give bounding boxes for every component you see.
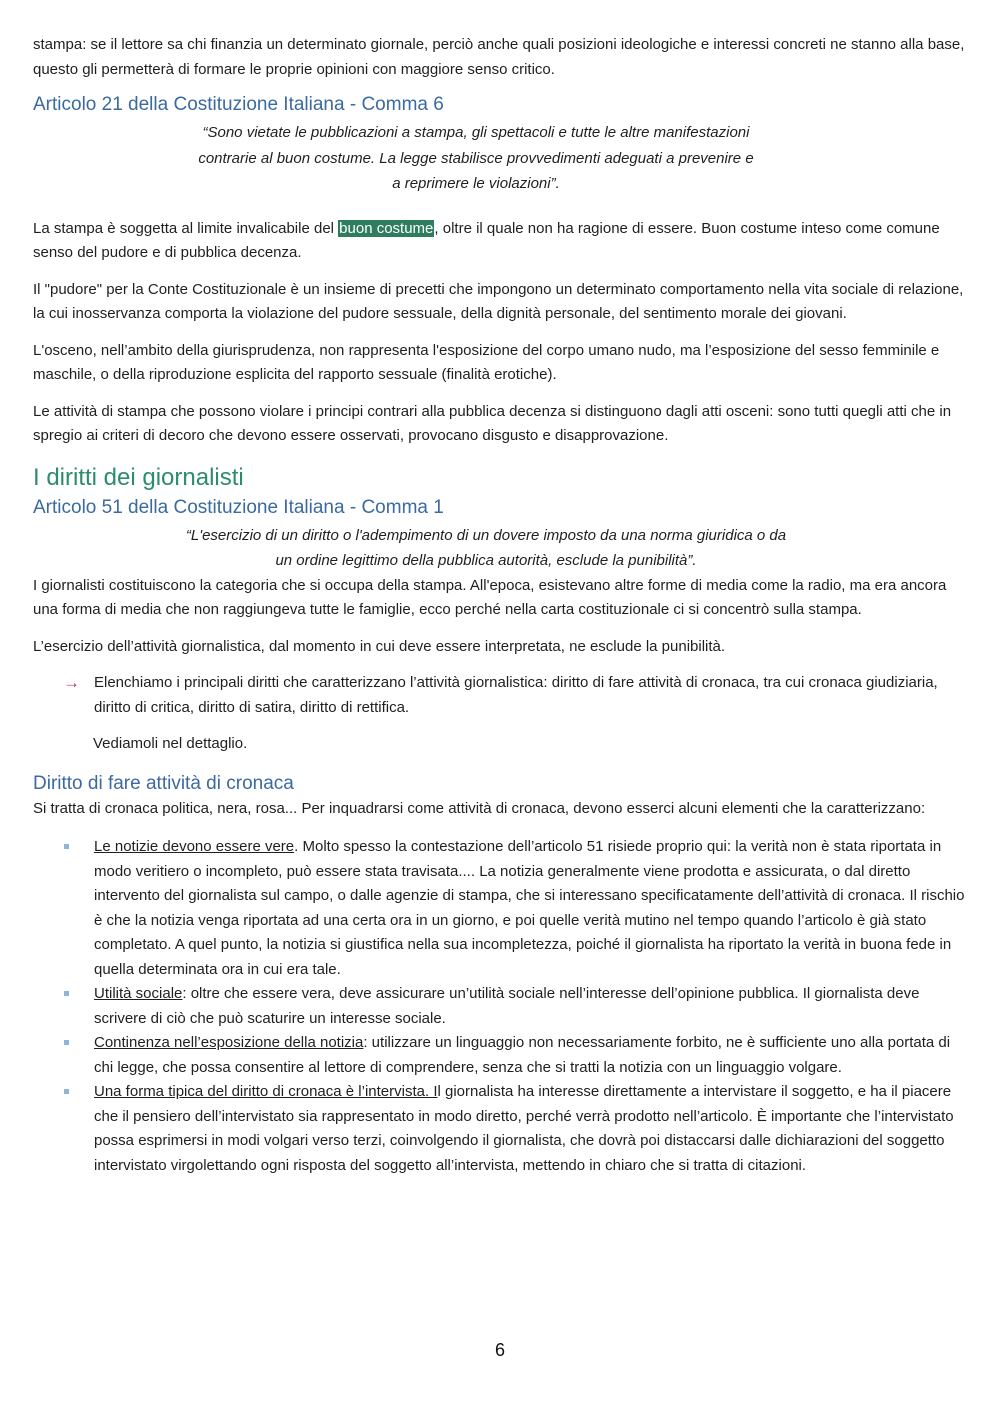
square-bullet-icon [64, 1089, 69, 1094]
paragraph-text-after: , oltre il quale non ha ragione di essere. Buon costume inteso come comune senso del pudore e di pubblica decenza. [33, 219, 940, 261]
article-21-quote: “Sono vietate le pubblicazioni a stampa, gli spettacoli e tutte le altre manifestazioni contrarie al buon costume. La legge stabilisce provvedimenti adeguati a prevenire e a reprimere le violazioni”. [198, 124, 754, 192]
pudore-paragraph: Il "pudore" per la Conte Costituzionale è un insieme di precetti che impongono un determinato comportamento nella vita sociale di relazione, la cui inosservanza comporta la violazione del pudore sessuale, della dignità personale, del sentimento morale dei giovani. [33, 280, 964, 322]
list-item [33, 1080, 969, 1178]
bullet-text: : utilizzare un linguaggio non necessariamente forbito, ne è sufficiente uno alla portata di chi legge, che possa consentire al lettore di comprendere, senza che si tratti la notizia con un linguaggio volgare. [94, 1034, 951, 1076]
paragraph-text-before: La stampa è soggetta al limite invalicabile del [33, 219, 339, 237]
arrow-right-icon: → [63, 673, 80, 692]
article-51-quote: “L'esercizio di un diritto o l'adempimento di un dovere imposto da una norma giuridica o da un ordine legittimo della pubblica autorità, esclude la punibilità”. [185, 526, 787, 569]
highlighted-text: buon costume [339, 219, 434, 237]
buon-costume-paragraph [33, 217, 969, 266]
square-bullet-icon [64, 844, 69, 849]
cronaca-intro: Si tratta di cronaca politica, nera, rosa... Per inquadrarsi come attività di cronaca, devono esserci alcuni elementi che la caratterizzano: [33, 799, 926, 817]
bullet-text: l giornalista ha interesse direttamente a intervistare il soggetto, e ha il piacere che il pensiero dell’intervistato sia rappresentato in modo diretto, perché verrà prodotto nell’articolo. È importante che l’intervistato possa esprimersi in modi volgari verso terzi, coinvolgendo il giornalista, che dovrà poi distaccarsi dalle dichiarazioni del soggetto intervistato virgolettando ogni risposta del soggetto all’intervista, mettendo in chiaro che si tratta di citazioni. [94, 1083, 954, 1174]
see-detail-text: Vediamoli nel dettaglio. [93, 735, 248, 752]
decenza-paragraph: Le attività di stampa che possono violare i principi contrari alla pubblica decenza si distinguono dagli atti osceni: sono tutti quegli atti che in spregio ai criteri di decoro che devono essere osservati, provocano disgusto e disapprovazione. [33, 402, 952, 444]
cronaca-bullet-list [33, 835, 969, 1178]
intro-paragraph: stampa: se il lettore sa chi finanzia un determinato giornale, perciò anche quali posizioni ideologiche e interessi concreti ne stanno alla base, questo gli permetterà di formare le proprie opinioni con maggiore senso critico. [33, 36, 965, 78]
section-title-diritti: I diritti dei giornalisti [33, 463, 244, 491]
bullet-text: : oltre che essere vera, deve assicurare un’utilità sociale nell’interesse dell’opinione pubblica. Il giornalista deve scrivere di ciò che può scaturire un interesse sociale. [94, 985, 920, 1027]
cronaca-heading: Diritto di fare attività di cronaca [33, 772, 294, 794]
article-51-heading: Articolo 51 della Costituzione Italiana - Comma 1 [33, 496, 444, 518]
list-item [33, 1031, 969, 1080]
bullet-underlined-text: Continenza nell’esposizione della notizia [94, 1034, 364, 1051]
bullet-text: . Molto spesso la contestazione dell’articolo 51 risiede proprio qui: la verità non è stata riportata in modo veritiero o incompleto, può essere stata travisata.... La notizia generalmente viene prodotta e assicurata, o dal diretto intervento del giornalista sul campo, o dalle agenzie di stampa, che si interessano specificatamente dell’attività di cronaca. Il rischio è che la notizia venga riportata ad una certa ora in un giorno, e poi quelle verità mutino nel tempo quando l’articolo è già stato completato. A quel punto, la notizia si giustifica nella sua incompletezza, poiché il giornalista ha riportato la verità in buona fede in quella determinata ora in cui era tale. [94, 838, 965, 978]
osceno-paragraph: L'osceno, nell’ambito della giurisprudenza, non rappresenta l'esposizione del corpo umano nudo, ma l’esposizione del sesso femminile e maschile, o della riproduzione esplicita del rapporto sessuale (finalità erotiche). [33, 341, 940, 383]
list-item [33, 835, 969, 982]
square-bullet-icon [64, 1040, 69, 1045]
page-number: 6 [494, 1340, 505, 1360]
square-bullet-icon [64, 991, 69, 996]
article-21-heading: Articolo 21 della Costituzione Italiana - Comma 6 [33, 94, 444, 115]
list-item [33, 982, 969, 1031]
bullet-underlined-text: Le notizie devono essere vere [94, 838, 295, 855]
arrow-list-text: Elenchiamo i principali diritti che caratterizzano l’attività giornalistica: diritto di fare attività di cronaca, tra cui cronaca giudiziaria, diritto di critica, diritto di satira, diritto di rettifica. [94, 674, 938, 716]
arrow-list-item [33, 671, 969, 720]
document-page [33, 33, 969, 1178]
bullet-underlined-text: Una forma tipica del diritto di cronaca è l’intervista. I [94, 1083, 438, 1100]
giornalisti-paragraph: I giornalisti costituiscono la categoria che si occupa della stampa. All'epoca, esistevano altre forme di media come la radio, ma era ancora una forma di media che non raggiungeva tutte le famiglie, ecco perché nella carta costituzionale ci si concentrò sulla stampa. [33, 576, 947, 618]
bullet-underlined-text: Utilità sociale [94, 985, 183, 1002]
esercizio-paragraph: L’esercizio dell’attività giornalistica, dal momento in cui deve essere interpretata, ne esclude la punibilità. [33, 637, 726, 655]
